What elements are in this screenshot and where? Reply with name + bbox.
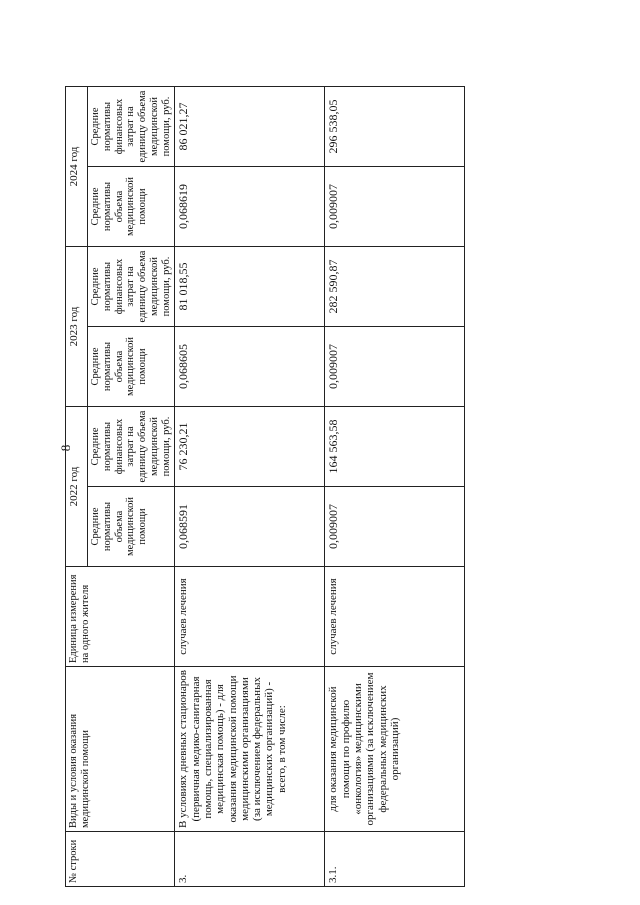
row-number: 3. bbox=[175, 832, 325, 887]
volume-2023: 0,009007 bbox=[325, 327, 465, 407]
table-row bbox=[325, 87, 465, 887]
header-volume-2023: Средние нормативы объема медицинской помощи bbox=[88, 327, 175, 407]
cost-2022: 76 230,21 bbox=[175, 407, 325, 487]
header-cost-2023: Средние нормативы финансовых затрат на единицу объема медицинской помощи, руб. bbox=[88, 247, 175, 327]
row-name: для оказания медицинской помощи по профилю «онкология» медицинскими организациями (за исключением федеральных медицинских организаций) bbox=[325, 667, 465, 832]
row-name: В условиях дневных стационаров (первичная медико-санитарная помощь, специализированная медицинская помощь) - для оказания медицинской помощи медицинскими организациями (за исключением федеральных медицинских организаций) - всего, в том числе: bbox=[175, 667, 325, 832]
header-row-years bbox=[66, 87, 88, 887]
header-year-2024: 2024 год bbox=[66, 87, 88, 247]
row-unit: случаев лечения bbox=[175, 567, 325, 667]
volume-2024: 0,009007 bbox=[325, 167, 465, 247]
cost-2024: 86 021,27 bbox=[175, 87, 325, 167]
row-unit: случаев лечения bbox=[325, 567, 465, 667]
rotated-table-container bbox=[65, 87, 455, 887]
norms-table bbox=[65, 86, 465, 887]
header-year-2022: 2022 год bbox=[66, 407, 88, 567]
cost-2024: 296 538,05 bbox=[325, 87, 465, 167]
header-row-number: № строки bbox=[66, 832, 175, 887]
header-volume-2024: Средние нормативы объема медицинской помощи bbox=[88, 167, 175, 247]
row-number: 3.1. bbox=[325, 832, 465, 887]
header-cost-2022: Средние нормативы финансовых затрат на единицу объема медицинской помощи, руб. bbox=[88, 407, 175, 487]
volume-2024: 0,068619 bbox=[175, 167, 325, 247]
page-number: 8 bbox=[58, 444, 73, 452]
header-kind: Виды и условия оказания медицинской помощи bbox=[66, 667, 175, 832]
header-cost-2024: Средние нормативы финансовых затрат на единицу объема медицинской помощи, руб. bbox=[88, 87, 175, 167]
volume-2022: 0,009007 bbox=[325, 487, 465, 567]
header-unit: Единица измерения на одного жителя bbox=[66, 567, 175, 667]
volume-2023: 0,068605 bbox=[175, 327, 325, 407]
volume-2022: 0,068591 bbox=[175, 487, 325, 567]
table-row bbox=[175, 87, 325, 887]
cost-2023: 282 590,87 bbox=[325, 247, 465, 327]
cost-2023: 81 018,55 bbox=[175, 247, 325, 327]
cost-2022: 164 563,58 bbox=[325, 407, 465, 487]
header-volume-2022: Средние нормативы объема медицинской помощи bbox=[88, 487, 175, 567]
header-year-2023: 2023 год bbox=[66, 247, 88, 407]
